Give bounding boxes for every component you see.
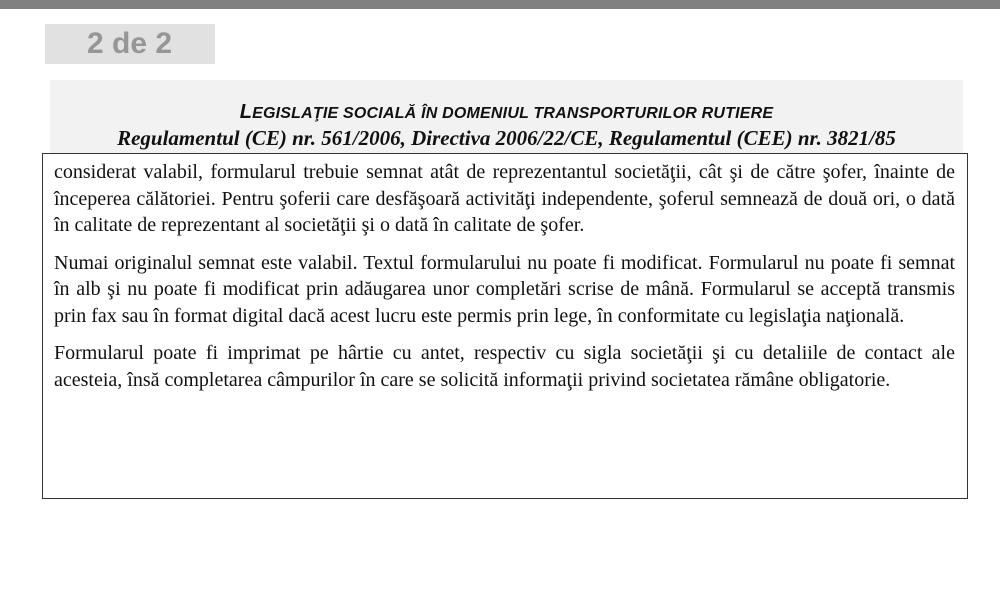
content-box — [42, 153, 968, 499]
title-initial: L — [239, 101, 253, 123]
header-title — [50, 102, 963, 124]
header-subtitle: Regulamentul (CE) nr. 561/2006, Directiva 2006/22/CE, Regulamentul (CEE) nr. 3821/85 — [117, 126, 896, 150]
document-header — [50, 80, 963, 153]
top-bar — [0, 0, 1000, 9]
paragraph: Formularul poate fi imprimat pe hârtie cu antet, respectiv cu sigla societăţii şi cu detaliile de contact ale acesteia, însă completarea câmpurilor în care se solicită informaţii privind societatea rămâne obligatorie. — [54, 342, 955, 391]
page-indicator: 2 de 2 — [45, 24, 215, 64]
title-rest: EGISLAŢIE SOCIALĂ ÎN DOMENIUL TRANSPORTURILOR RUTIERE — [252, 105, 774, 122]
paragraph: Numai originalul semnat este valabil. Textul formularului nu poate fi modificat. Formularul nu poate fi semnat în alb şi nu poate fi modificat prin adăugarea unor completări scrise de mână. Formularul se acceptă transmis prin fax sau în format digital dacă acest lucru este permis prin lege, în conformitate cu legislaţia naţională. — [54, 251, 955, 327]
paragraph: considerat valabil, formularul trebuie semnat atât de reprezentantul societăţii, cât şi de către şofer, înainte de începerea călătoriei. Pentru şoferii care desfăşoară activităţi independente, şoferul semnează de două ori, o dată în calitate de reprezentant al societăţii şi o dată în calitate de şofer. — [54, 161, 955, 236]
